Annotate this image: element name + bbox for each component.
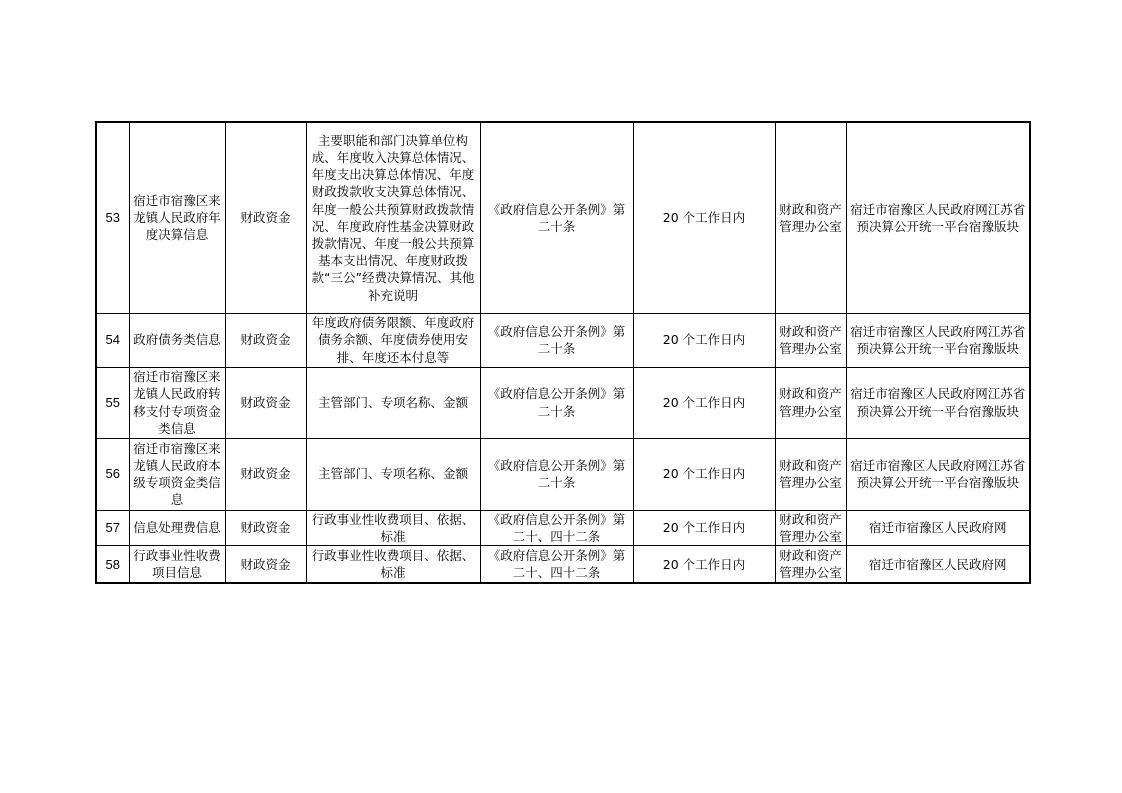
item-content: 行政事业性收费项目、依据、标准 [306, 545, 480, 583]
item-content: 行政事业性收费项目、依据、标准 [306, 510, 480, 545]
table-row [96, 367, 1030, 438]
item-content: 年度政府债务限额、年度政府债务余额、年度债券使用安排、年度还本付息等 [306, 313, 480, 367]
item-name: 行政事业性收费项目信息 [129, 545, 225, 583]
item-department: 财政和资产管理办公室 [775, 438, 846, 510]
item-basis: 《政府信息公开条例》第二十条 [480, 313, 633, 367]
item-time-limit: 20 个工作日内 [633, 122, 775, 313]
item-time-limit: 20 个工作日内 [633, 313, 775, 367]
item-basis: 《政府信息公开条例》第二十条 [480, 367, 633, 438]
table-row [96, 545, 1030, 583]
item-basis: 《政府信息公开条例》第二十条 [480, 122, 633, 313]
row-number: 53 [96, 122, 129, 313]
row-number: 56 [96, 438, 129, 510]
item-channel: 宿迁市宿豫区人民政府网江苏省预决算公开统一平台宿豫版块 [846, 122, 1030, 313]
row-number: 58 [96, 545, 129, 583]
item-category: 财政资金 [225, 367, 306, 438]
item-department: 财政和资产管理办公室 [775, 510, 846, 545]
item-name: 宿迁市宿豫区来龙镇人民政府年度决算信息 [129, 122, 225, 313]
item-channel: 宿迁市宿豫区人民政府网 [846, 510, 1030, 545]
item-basis: 《政府信息公开条例》第二十、四十二条 [480, 545, 633, 583]
item-name: 政府债务类信息 [129, 313, 225, 367]
item-category: 财政资金 [225, 122, 306, 313]
item-category: 财政资金 [225, 545, 306, 583]
item-channel: 宿迁市宿豫区人民政府网 [846, 545, 1030, 583]
row-number: 55 [96, 367, 129, 438]
item-department: 财政和资产管理办公室 [775, 313, 846, 367]
item-category: 财政资金 [225, 438, 306, 510]
table-row [96, 510, 1030, 545]
disclosure-table [95, 121, 1031, 584]
item-content: 主管部门、专项名称、金额 [306, 438, 480, 510]
table-row [96, 122, 1030, 313]
item-basis: 《政府信息公开条例》第二十、四十二条 [480, 510, 633, 545]
item-time-limit: 20 个工作日内 [633, 510, 775, 545]
item-channel: 宿迁市宿豫区人民政府网江苏省预决算公开统一平台宿豫版块 [846, 438, 1030, 510]
item-channel: 宿迁市宿豫区人民政府网江苏省预决算公开统一平台宿豫版块 [846, 367, 1030, 438]
item-content: 主管部门、专项名称、金额 [306, 367, 480, 438]
item-name: 宿迁市宿豫区来龙镇人民政府转移支付专项资金类信息 [129, 367, 225, 438]
item-time-limit: 20 个工作日内 [633, 545, 775, 583]
table-row [96, 438, 1030, 510]
item-department: 财政和资产管理办公室 [775, 367, 846, 438]
item-channel: 宿迁市宿豫区人民政府网江苏省预决算公开统一平台宿豫版块 [846, 313, 1030, 367]
item-name: 信息处理费信息 [129, 510, 225, 545]
item-time-limit: 20 个工作日内 [633, 438, 775, 510]
item-time-limit: 20 个工作日内 [633, 367, 775, 438]
item-category: 财政资金 [225, 313, 306, 367]
item-category: 财政资金 [225, 510, 306, 545]
item-name: 宿迁市宿豫区来龙镇人民政府本级专项资金类信息 [129, 438, 225, 510]
row-number: 57 [96, 510, 129, 545]
table-row [96, 313, 1030, 367]
item-content: 主要职能和部门决算单位构成、年度收入决算总体情况、年度支出决算总体情况、年度财政拨款收支决算总体情况、年度一般公共预算财政拨款情况、年度政府性基金决算财政拨款情况、年度一般公共预算基本支出情况、年度财政拨款“三公”经费决算情况、其他补充说明 [306, 122, 480, 313]
item-department: 财政和资产管理办公室 [775, 545, 846, 583]
item-basis: 《政府信息公开条例》第二十条 [480, 438, 633, 510]
item-department: 财政和资产管理办公室 [775, 122, 846, 313]
row-number: 54 [96, 313, 129, 367]
